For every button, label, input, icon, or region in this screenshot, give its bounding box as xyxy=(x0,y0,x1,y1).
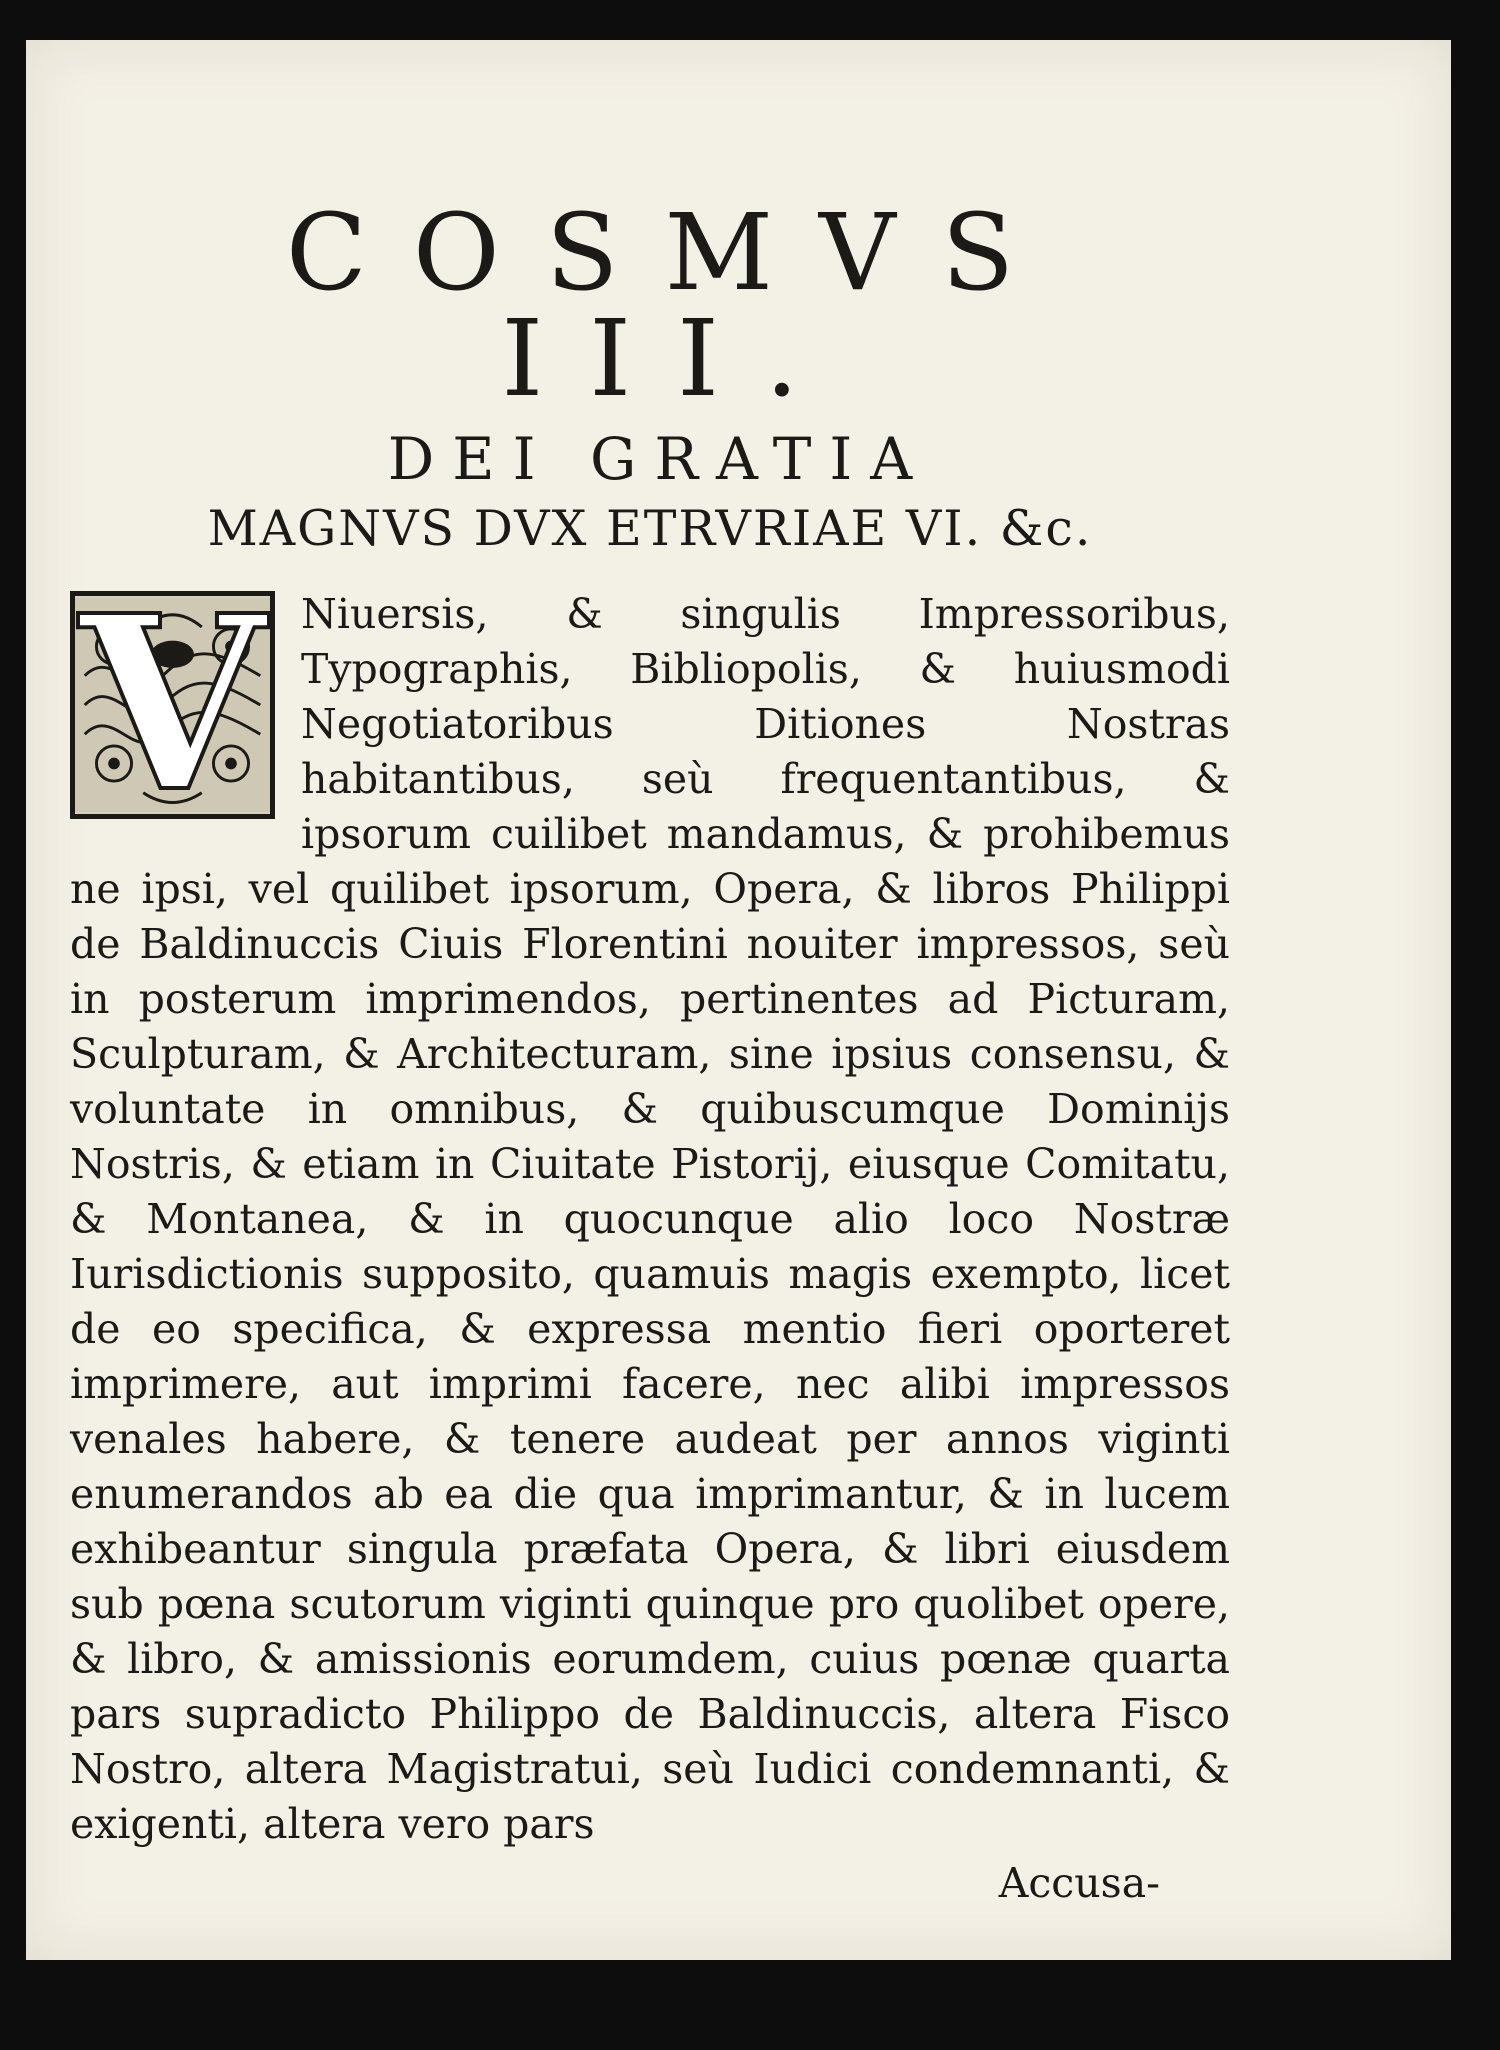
page-text-block xyxy=(70,191,1230,1911)
body-paragraph xyxy=(70,587,1230,1852)
decorated-initial xyxy=(70,591,275,819)
body-text: Niuersis, & singulis Impressoribus, Typographis, Bibliopolis, & huiusmodi Negotiatoribus Ditiones Nostras habitantibus, seù frequentantibus, & ipsorum cuilibet mandamus, & prohibemus ne ipsi, vel quilibet ipsorum, Opera, & libros Philippi de Baldinuccis Ciuis Florentini nouiter impressos, seù in posterum imprimendos, pertinentes ad Picturam, Sculpturam, & Architecturam, sine ipsius consensu, & voluntate in omnibus, & quibuscumque Dominijs Nostris, & etiam in Ciuitate Pistorij, eiusque Comitatu, & Montanea, & in quocunque alio loco Nostræ Iurisdictionis supposito, quamuis magis exempto, licet de eo specifica, & expressa mentio fieri oporteret imprimere, aut imprimi facere, nec alibi impressos venales habere, & tenere audeat per annos viginti enumerandos ab ea die qua imprimantur, & in lucem exhibeantur singula præfata Opera, & libri eiusdem sub pœna scutorum viginti quinque pro quolibet opere, & libro, & amissionis eorumdem, cuius pœnæ quarta pars supradicto Philippo de Baldinuccis, altera Fisco Nostro, altera Magistratui, seù Iudici condemnanti, & exigenti, altera vero pars xyxy=(70,590,1230,1848)
title-line-2: DEI GRATIA xyxy=(387,425,931,493)
catchword: Accusa- xyxy=(998,1859,1160,1907)
initial-letter: V xyxy=(79,591,266,819)
book-page xyxy=(26,40,1451,1960)
title-line-3: MAGNVS DVX ETRVRIAE VI. &c. xyxy=(207,500,1093,557)
title-line-1: COSMVS III. xyxy=(285,191,1061,420)
